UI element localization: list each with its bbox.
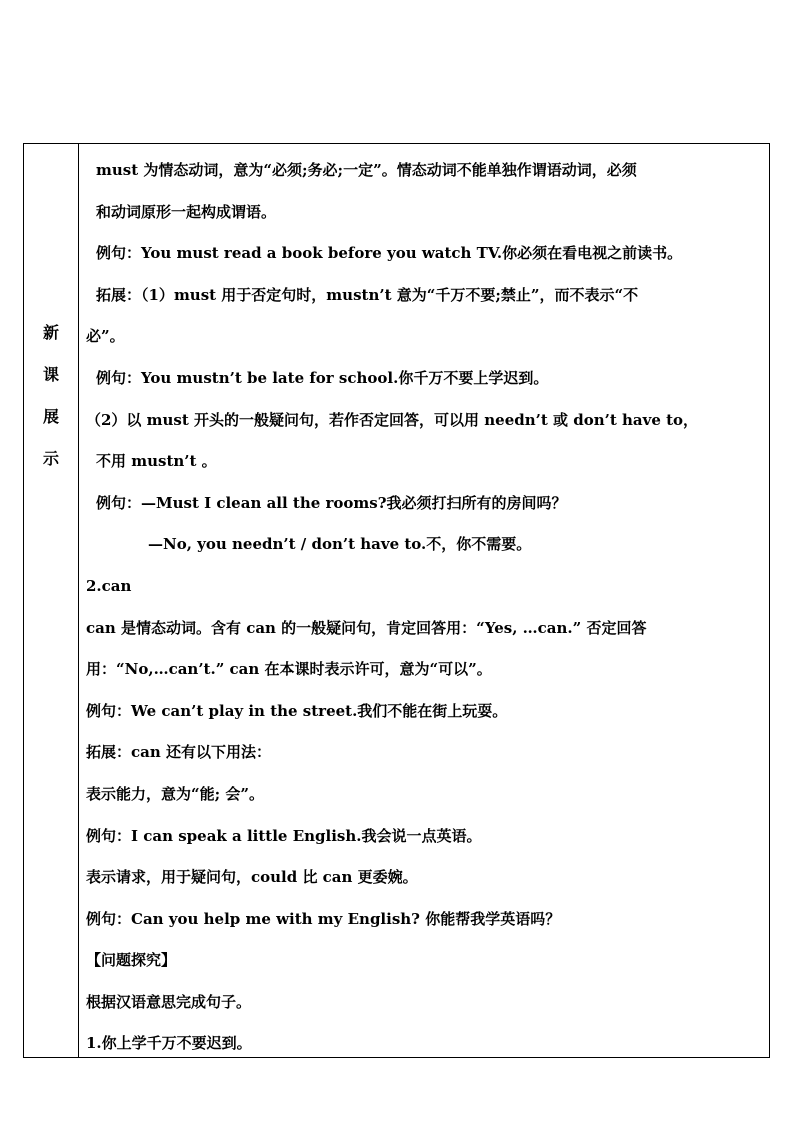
column-divider [78,144,79,1057]
text-line: 例句：You must read a book before you watch TV.你必须在看电视之前读书。 [96,244,683,263]
text-line: 拓展：（1）must 用于否定句时，mustn’t 意为“千万不要;禁止”，而不表示“不 [96,285,639,304]
section-content [86,150,766,1065]
text-line: 【问题探究】 [86,951,177,970]
label-char: 示 [42,449,59,468]
text-line: 例句：We can’t play in the street.我们不能在街上玩耍。 [86,701,508,720]
text-line: 例句：You mustn’t be late for school.你千万不要上学迟到。 [96,368,549,387]
text-line: 表示能力，意为“能; 会”。 [86,784,265,803]
text-line: —No, you needn’t / don’t have to.不，你不需要。 [148,535,532,554]
text-line: 用：“No,…can’t.” can 在本课时表示许可，意为“可以”。 [86,660,492,679]
text-line: （2）以 must 开头的一般疑问句，若作否定回答，可以用 needn’t 或 don’t have to， [86,410,699,429]
lesson-table [23,143,770,1058]
section-label [24,312,78,480]
text-line: 根据汉语意思完成句子。 [86,992,252,1011]
text-line: 例句：I can speak a little English.我会说一点英语。 [86,826,482,845]
text-line: can 是情态动词。含有 can 的一般疑问句，肯定回答用：“Yes, …can.” 否定回答 [86,618,647,637]
text-line: 表示请求，用于疑问句，could 比 can 更委婉。 [86,868,418,887]
text-line: 必”。 [86,327,125,346]
label-char: 新 [42,323,59,342]
text-line: 拓展：can 还有以下用法： [86,743,271,762]
text-line: 例句：Can you help me with my English? 你能帮我学英语吗？ [86,909,561,928]
text-line: 例句：—Must I clean all the rooms?我必须打扫所有的房间吗？ [96,493,567,512]
label-char: 展 [42,407,59,426]
text-line: must 为情态动词，意为“必须;务必;一定”。情态动词不能单独作谓语动词，必须 [96,161,637,179]
text-line: 1.你上学千万不要迟到。 [86,1034,252,1053]
text-line: 和动词原形一起构成谓语。 [96,202,277,221]
label-char: 课 [42,365,59,384]
text-line: 2.can [86,576,132,595]
text-line: 不用 mustn’t 。 [96,452,217,471]
